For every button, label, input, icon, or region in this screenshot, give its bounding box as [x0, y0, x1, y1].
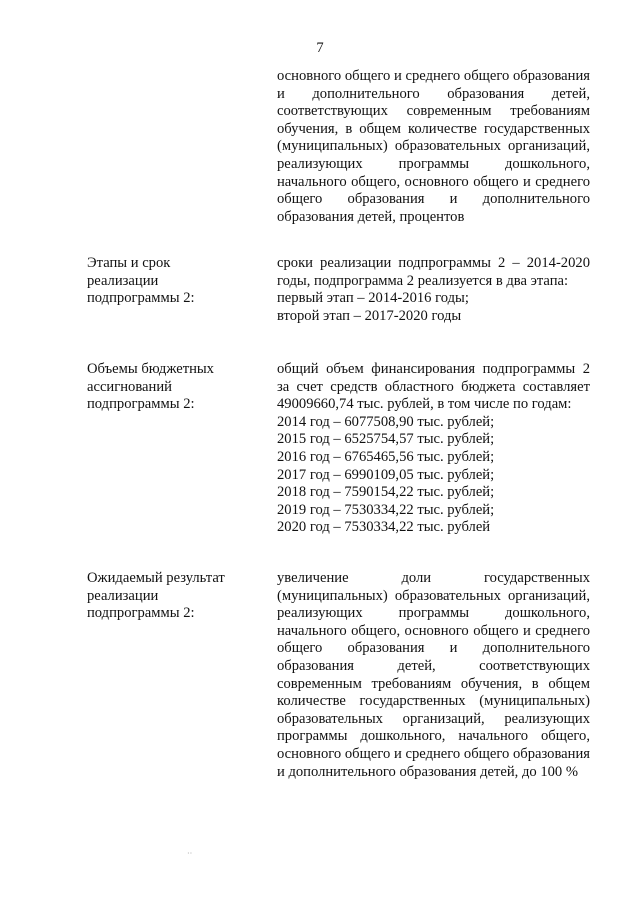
section-stages-label: Этапы и срок реализации подпрограммы 2: — [87, 255, 195, 307]
stage-line: первый этап – 2014-2016 годы; — [277, 290, 469, 307]
budget-year-line: 2019 год – 7530334,22 тыс. рублей; — [277, 501, 495, 518]
budget-year-line: 2015 год – 6525754,57 тыс. рублей; — [277, 431, 495, 448]
section-stages-value — [277, 255, 590, 325]
budget-year-line: 2018 год – 7590154,22 тыс. рублей; — [277, 484, 495, 501]
section-result-paragraph: увеличение доли государственных (муниципальных) образовательных организаций, реализующих программы дошкольного, начального общего, основного общего и среднего общего образования и дополнительного образования детей, соответствующих современным требованиям обучения, в общем количестве государственных (муниципальных) образовательных организаций, реализующих программы дошкольного, начального общего, основного общего и среднего общего образования и дополнительного образования детей, до 100 % — [277, 570, 590, 780]
scan-speck: ·· — [187, 849, 193, 858]
page-number: 7 — [316, 40, 324, 56]
section-stages-paragraph: сроки реализации подпрограммы 2 – 2014-2020 годы, подпрограмма 2 реализуется в два этапа: — [277, 255, 590, 289]
stage-line: второй этап – 2017-2020 годы — [277, 307, 462, 324]
section-result-label: Ожидаемый результат реализации подпрограммы 2: — [87, 570, 225, 622]
section-result-value — [277, 570, 590, 781]
intro-paragraph: основного общего и среднего общего образования и дополнительного образования детей, соответствующих современным требованиям обучения, в общем количестве государственных (муниципальных) образовательных организаций, реализующих программы дошкольного, начального общего, основного общего и среднего общего образования и дополнительного образования детей, процентов — [277, 68, 590, 225]
section-budget-paragraph: общий объем финансирования подпрограммы 2 за счет средств областного бюджета составляет 49009660,74 тыс. рублей, в том числе по годам: — [277, 361, 590, 413]
budget-year-line: 2020 год – 7530334,22 тыс. рублей — [277, 519, 491, 536]
budget-year-line: 2017 год – 6990109,05 тыс. рублей; — [277, 466, 495, 483]
section-budget-value — [277, 361, 590, 537]
budget-year-line: 2016 год – 6765465,56 тыс. рублей; — [277, 448, 495, 465]
section-budget-label: Объемы бюджетных ассигнований подпрограммы 2: — [87, 361, 214, 413]
budget-year-line: 2014 год – 6077508,90 тыс. рублей; — [277, 413, 495, 430]
